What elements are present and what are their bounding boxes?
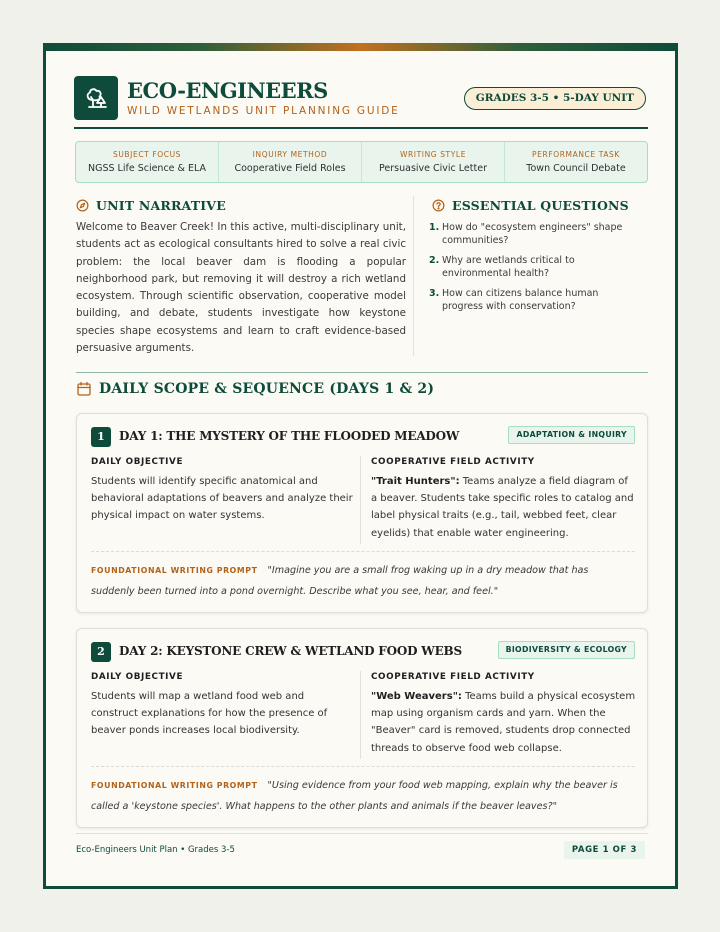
grades-badge: GRADES 3-5 • 5-DAY UNIT bbox=[464, 87, 646, 110]
activity-description: Teams analyze a field diagram of a beaver. Students take specific roles to catalog and label physical traits (e.g., tail, webbed feet, clear eyelids) that enable water engineering. bbox=[371, 476, 634, 539]
page-number-badge: PAGE 1 OF 3 bbox=[564, 841, 645, 859]
meta-inquiry-method bbox=[219, 142, 362, 182]
meta-label: SUBJECT FOCUS bbox=[112, 150, 182, 159]
activity-name: "Trait Hunters": bbox=[371, 476, 460, 487]
activity-name: "Web Weavers": bbox=[371, 691, 462, 702]
narrative-text: Welcome to Beaver Creek! In this active, multi-disciplinary unit, students act as ecological consultants hired to solve a real civic problem: the local beaver dam is flooding a popular neighborhood park, but removing it will destroy a rich wetland ecosystem. Through scientific observation, cooperative model building, and debate, students investigate how keystone species shape ecosystems and learn to craft evidence-based persuasive arguments. bbox=[76, 221, 406, 355]
footer-text: Eco-Engineers Unit Plan • Grades 3-5 bbox=[76, 845, 235, 855]
activity-text bbox=[371, 473, 636, 542]
page-subtitle: WILD WETLANDS UNIT PLANNING GUIDE bbox=[127, 105, 400, 117]
card-dashed-divider bbox=[91, 551, 635, 552]
scope-heading bbox=[76, 381, 434, 397]
column-divider bbox=[413, 196, 414, 356]
meta-label: WRITING STYLE bbox=[399, 150, 467, 159]
question-text: How can citizens balance human progress with conservation? bbox=[442, 288, 599, 312]
card-dashed-divider bbox=[91, 766, 635, 767]
prompt-text: "Imagine you are a small frog waking up in a dry meadow that has suddenly been turned into a pond overnight. Describe what you see, hear, and feel." bbox=[91, 565, 589, 597]
compass-icon bbox=[76, 199, 89, 212]
list-item bbox=[429, 288, 639, 313]
question-text: How do "ecosystem engineers" shape communities? bbox=[442, 222, 623, 246]
meta-label: PERFORMANCE TASK bbox=[532, 150, 620, 159]
day-tag: ADAPTATION & INQUIRY bbox=[508, 426, 635, 444]
list-item bbox=[429, 222, 639, 247]
meta-value: Cooperative Field Roles bbox=[234, 163, 346, 174]
page-title: ECO-ENGINEERS bbox=[127, 78, 328, 103]
card-column-divider bbox=[360, 456, 361, 544]
question-number: 1. bbox=[429, 222, 440, 233]
day-number-badge: 2 bbox=[91, 642, 111, 662]
activity-label: COOPERATIVE FIELD ACTIVITY bbox=[371, 457, 535, 467]
day-card-2 bbox=[76, 628, 648, 828]
writing-prompt bbox=[91, 775, 635, 817]
meta-value: Persuasive Civic Letter bbox=[379, 163, 487, 174]
activity-text bbox=[371, 688, 636, 757]
calendar-icon bbox=[76, 381, 92, 397]
section-divider bbox=[76, 372, 648, 373]
day-number-badge: 1 bbox=[91, 427, 111, 447]
meta-writing-style bbox=[362, 142, 505, 182]
header bbox=[74, 74, 648, 130]
card-column-divider bbox=[360, 671, 361, 759]
activity-description: Teams build a physical ecosystem map using organism cards and yarn. When the "Beaver" card is removed, students drop connected threads to observe food web collapse. bbox=[371, 691, 636, 754]
essential-questions-list bbox=[429, 222, 639, 321]
meta-value: NGSS Life Science & ELA bbox=[88, 163, 206, 174]
question-circle-icon bbox=[432, 199, 445, 212]
narrative-heading bbox=[76, 198, 226, 213]
objective-text: Students will map a wetland food web and construct explanations for how the presence of beaver ponds increases local biodiversity. bbox=[91, 691, 328, 737]
day-card-1 bbox=[76, 413, 648, 613]
narrative-heading-text: UNIT NARRATIVE bbox=[96, 198, 226, 213]
meta-performance-task bbox=[505, 142, 647, 182]
meta-subject-focus bbox=[76, 142, 219, 182]
questions-heading-text: ESSENTIAL QUESTIONS bbox=[452, 198, 629, 213]
objective-text: Students will identify specific anatomical and behavioral adaptations of beavers and analyze their physical impact on water systems. bbox=[91, 476, 353, 522]
question-number: 2. bbox=[429, 255, 440, 266]
footer-divider bbox=[76, 833, 648, 834]
day-title: DAY 2: KEYSTONE CREW & WETLAND FOOD WEBS bbox=[119, 644, 462, 658]
top-color-band bbox=[43, 43, 678, 51]
objective-label: DAILY OBJECTIVE bbox=[91, 457, 184, 467]
questions-heading bbox=[432, 198, 629, 213]
header-divider bbox=[74, 127, 648, 129]
prompt-label: FOUNDATIONAL WRITING PROMPT bbox=[91, 781, 258, 790]
unit-plan-page bbox=[43, 43, 678, 889]
tree-icon bbox=[74, 76, 118, 120]
question-number: 3. bbox=[429, 288, 440, 299]
question-text: Why are wetlands critical to environmental health? bbox=[442, 255, 575, 279]
activity-label: COOPERATIVE FIELD ACTIVITY bbox=[371, 672, 535, 682]
meta-value: Town Council Debate bbox=[526, 163, 626, 174]
day-title: DAY 1: THE MYSTERY OF THE FLOODED MEADOW bbox=[119, 429, 460, 443]
prompt-label: FOUNDATIONAL WRITING PROMPT bbox=[91, 566, 258, 575]
objective-label: DAILY OBJECTIVE bbox=[91, 672, 184, 682]
day-tag: BIODIVERSITY & ECOLOGY bbox=[498, 641, 635, 659]
prompt-text: "Using evidence from your food web mapping, explain why the beaver is called a 'keystone species'. What happens to the other plants and animals if the beaver leaves?" bbox=[91, 780, 618, 812]
list-item bbox=[429, 255, 639, 280]
writing-prompt bbox=[91, 560, 635, 602]
scope-heading-text: DAILY SCOPE & SEQUENCE (DAYS 1 & 2) bbox=[99, 381, 435, 397]
unit-meta-strip bbox=[75, 141, 648, 183]
meta-label: INQUIRY METHOD bbox=[252, 150, 328, 159]
